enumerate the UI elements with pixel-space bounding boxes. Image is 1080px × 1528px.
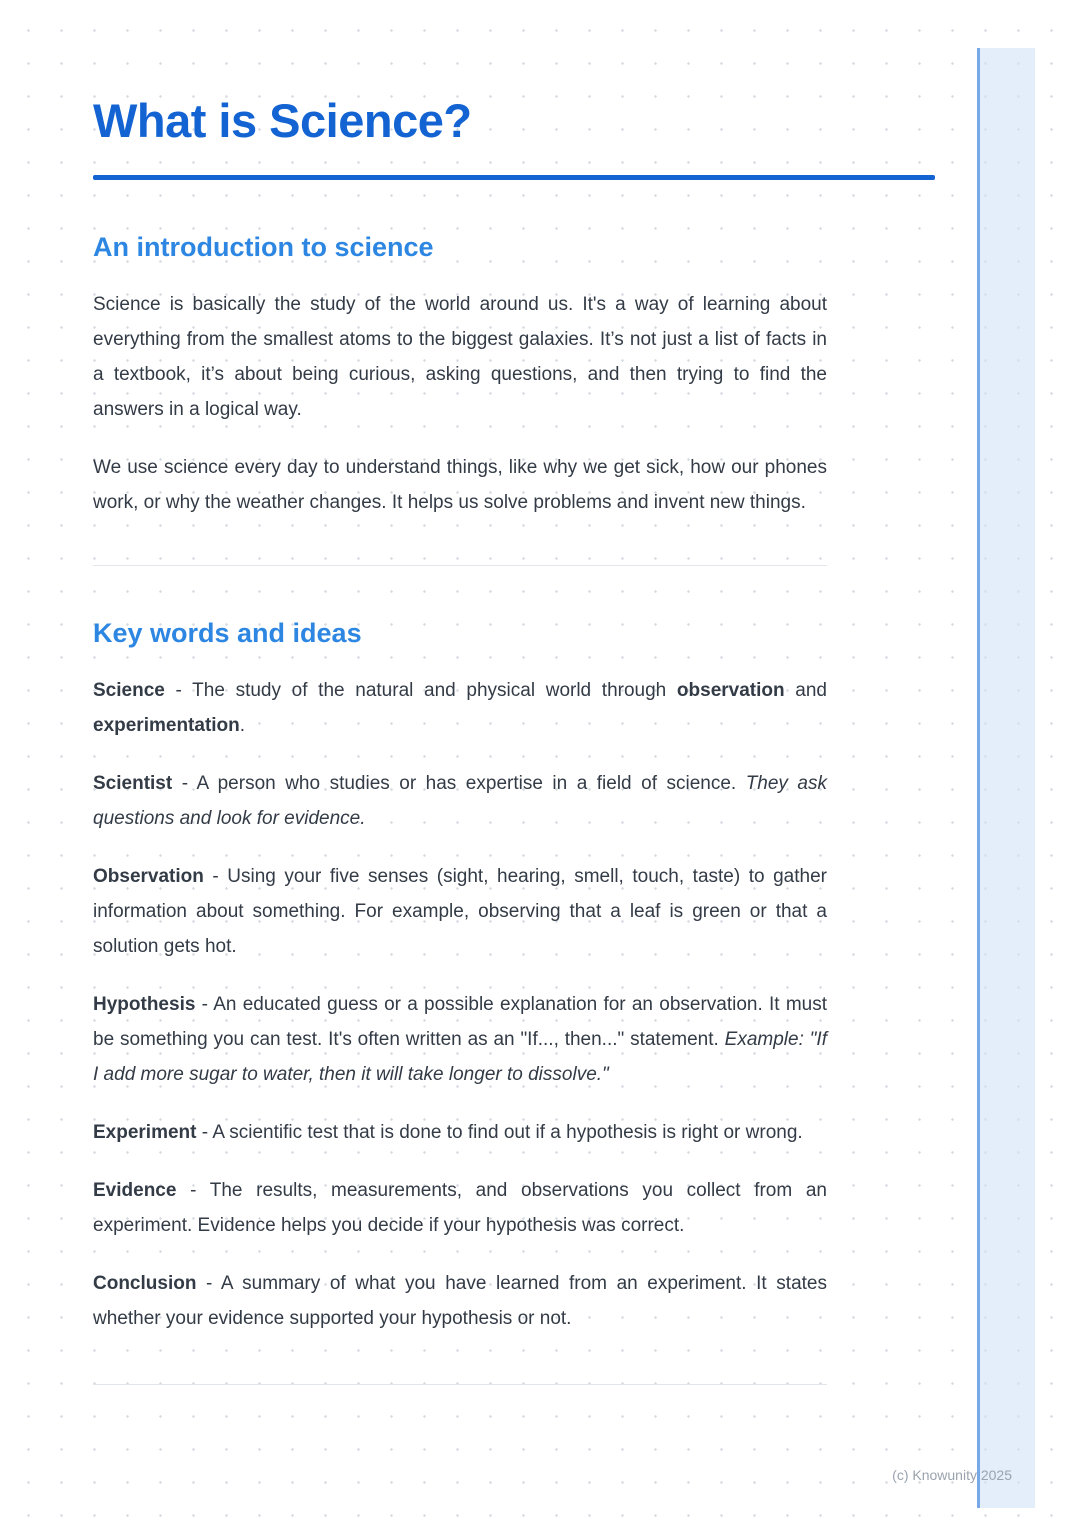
definition-observation: Observation - Using your five senses (sight, hearing, smell, touch, taste) to gather information about something. For example, observing that a leaf is green or that a solution gets hot. bbox=[93, 865, 827, 957]
bottom-divider bbox=[93, 1384, 827, 1385]
page-title: What is Science? bbox=[93, 94, 472, 147]
title-underline-rule bbox=[93, 175, 935, 180]
definition-scientist: Scientist - A person who studies or has expertise in a field of science. They ask questions and look for evidence. bbox=[93, 772, 827, 829]
definition-science: Science - The study of the natural and physical world through observation and experimentation. bbox=[93, 679, 827, 736]
copyright-watermark: (c) Knowunity 2025 bbox=[892, 1467, 1012, 1483]
document-content bbox=[93, 0, 827, 1385]
section-divider bbox=[93, 565, 827, 566]
section-heading-keywords: Key words and ideas bbox=[93, 617, 362, 648]
definition-hypothesis: Hypothesis - An educated guess or a possible explanation for an observation. It must be something you can test. It's often written as an "If..., then..." statement. Example: "If I add more sugar to water, then it will take longer to dissolve." bbox=[93, 993, 827, 1085]
notebook-margin-band bbox=[977, 48, 1035, 1508]
intro-paragraph-1: Science is basically the study of the world around us. It's a way of learning about everything from the smallest atoms to the biggest galaxies. It’s not just a list of facts in a textbook, it’s about being curious, asking questions, and then trying to find the answers in a logical way. bbox=[93, 293, 827, 420]
definition-experiment: Experiment - A scientific test that is done to find out if a hypothesis is right or wrong. bbox=[93, 1121, 803, 1143]
intro-paragraph-2: We use science every day to understand things, like why we get sick, how our phones work, or why the weather changes. It helps us solve problems and invent new things. bbox=[93, 456, 827, 513]
section-heading-introduction: An introduction to science bbox=[93, 231, 434, 262]
definition-conclusion: Conclusion - A summary of what you have learned from an experiment. It states whether your evidence supported your hypothesis or not. bbox=[93, 1272, 827, 1329]
definition-evidence: Evidence - The results, measurements, and observations you collect from an experiment. Evidence helps you decide if your hypothesis was correct. bbox=[93, 1179, 827, 1236]
